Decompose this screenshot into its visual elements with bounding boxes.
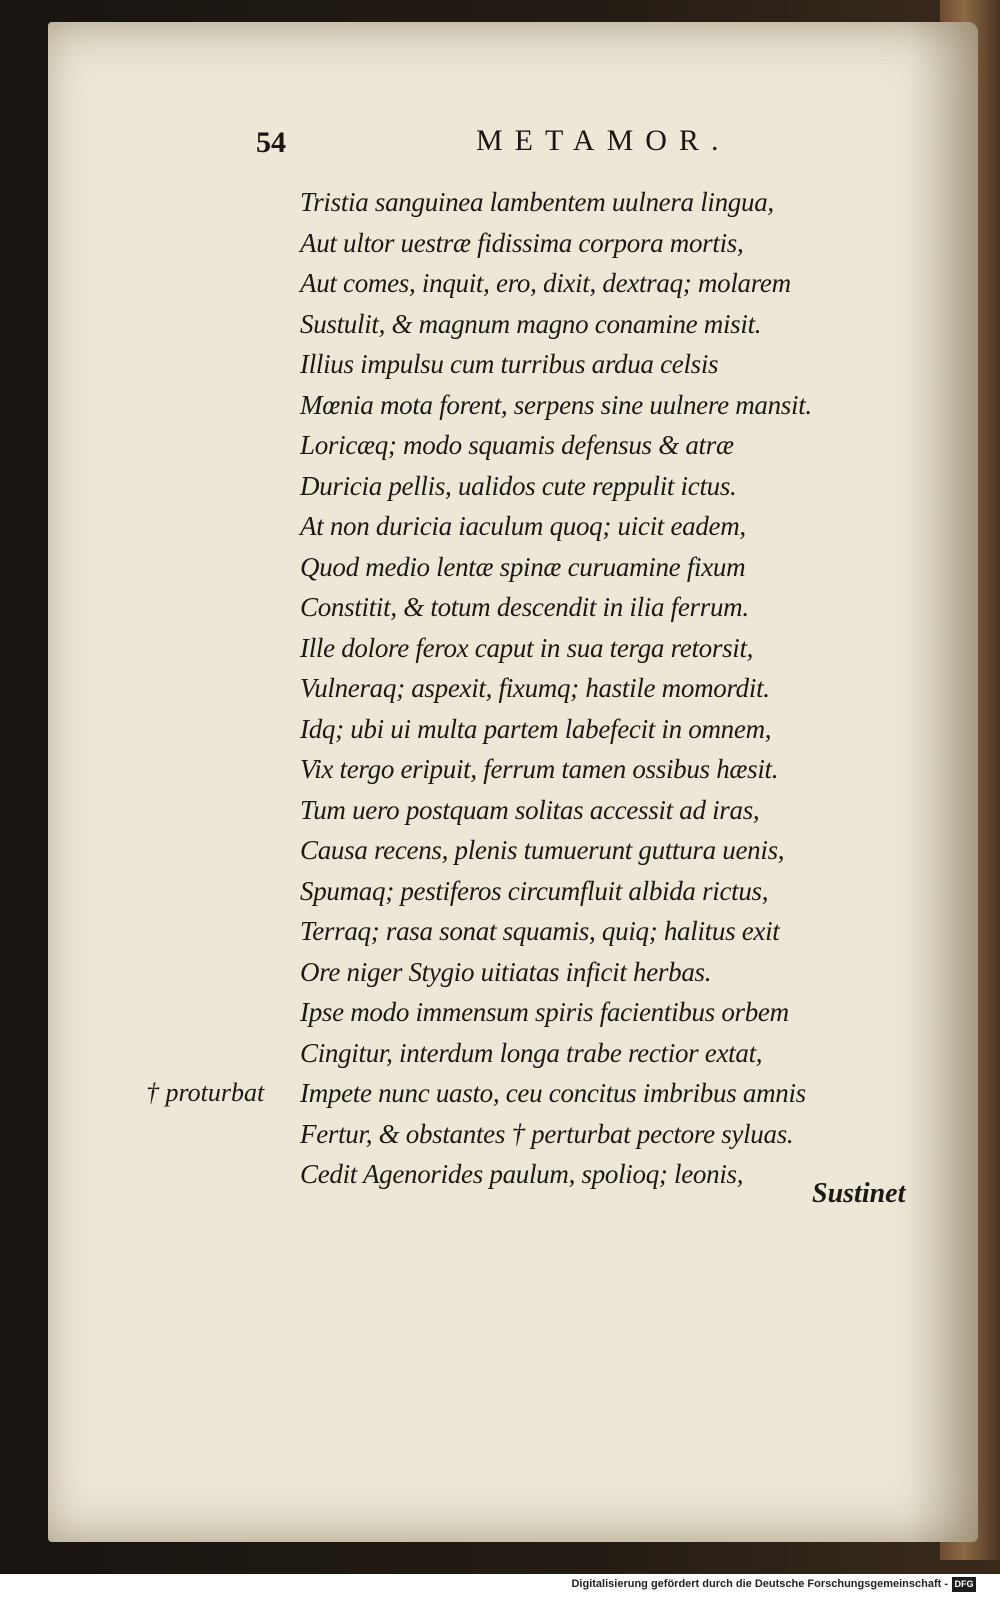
page-header (0, 124, 1000, 164)
verse-line: Illius impulsu cum turribus ardua celsis (300, 349, 719, 379)
verse-line: Cingitur, interdum longa trabe rectior extat, (300, 1037, 763, 1068)
verse-line: At non duricia iaculum quoq; uicit eadem, (300, 511, 746, 541)
verse-line: Tristia sanguinea lambentem uulnera lingua, (300, 187, 774, 217)
verse-line: Spumaq; pestiferos circumfluit albida rictus, (300, 875, 769, 906)
verse-line: Ille dolore ferox caput in sua terga retorsit, (300, 632, 754, 663)
verse-line: Idq; ubi ui multa partem labefecit in omnem, (300, 713, 772, 744)
footer-credit: Digitalisierung gefördert durch die Deutsche Forschungsgemeinschaft - (571, 1578, 948, 1590)
verse-line: Duricia pellis, ualidos cute reppulit ictus. (300, 470, 737, 501)
verse-line: Impete nunc uasto, ceu concitus imbribus amnis (300, 1078, 806, 1108)
catchword: Sustinet (812, 1178, 906, 1209)
verse-line: Quod medio lentæ spinæ curuamine fixum (300, 551, 746, 582)
verse-line: Terraq; rasa sonat squamis, quiq; halitus exit (300, 916, 780, 946)
page-gutter-shadow (908, 22, 978, 1542)
dfg-logo: DFG (952, 1577, 976, 1592)
verse-line: Fertur, & obstantes † perturbat pectore syluas. (300, 1118, 794, 1149)
page-number: 54 (256, 126, 286, 159)
verse-line: Causa recens, plenis tumuerunt guttura uenis, (300, 835, 785, 865)
verse-line: Constitit, & totum descendit in ilia ferrum. (300, 592, 749, 622)
verse-line: Mœnia mota forent, serpens sine uulnere mansit. (300, 389, 812, 420)
verse-line: Aut comes, inquit, ero, dixit, dextraq; molarem (300, 268, 791, 298)
verse-line: Sustulit, & magnum magno conamine misit. (300, 308, 762, 339)
verse-line: Vulneraq; aspexit, fixumq; hastile momordit. (300, 673, 770, 703)
verse-line: Aut ultor uestræ fidissima corpora mortis, (300, 227, 744, 258)
footer-bar (0, 1574, 1000, 1597)
verse-line: Cedit Agenorides paulum, spolioq; leonis, (300, 1159, 744, 1189)
verse-line: Loricæq; modo squamis defensus & atræ (300, 430, 734, 460)
running-head: METAMOR. (476, 124, 731, 157)
verse-line: Ore niger Stygio uitiatas inficit herbas. (300, 956, 712, 987)
verse-block (300, 182, 860, 1195)
verse-line: Ipse modo immensum spiris facientibus orbem (300, 997, 789, 1027)
verse-line: Tum uero postquam solitas accessit ad iras, (300, 794, 760, 825)
verse-line: Vix tergo eripuit, ferrum tamen ossibus hæsit. (300, 754, 779, 784)
marginal-note: † proturbat (146, 1078, 265, 1107)
